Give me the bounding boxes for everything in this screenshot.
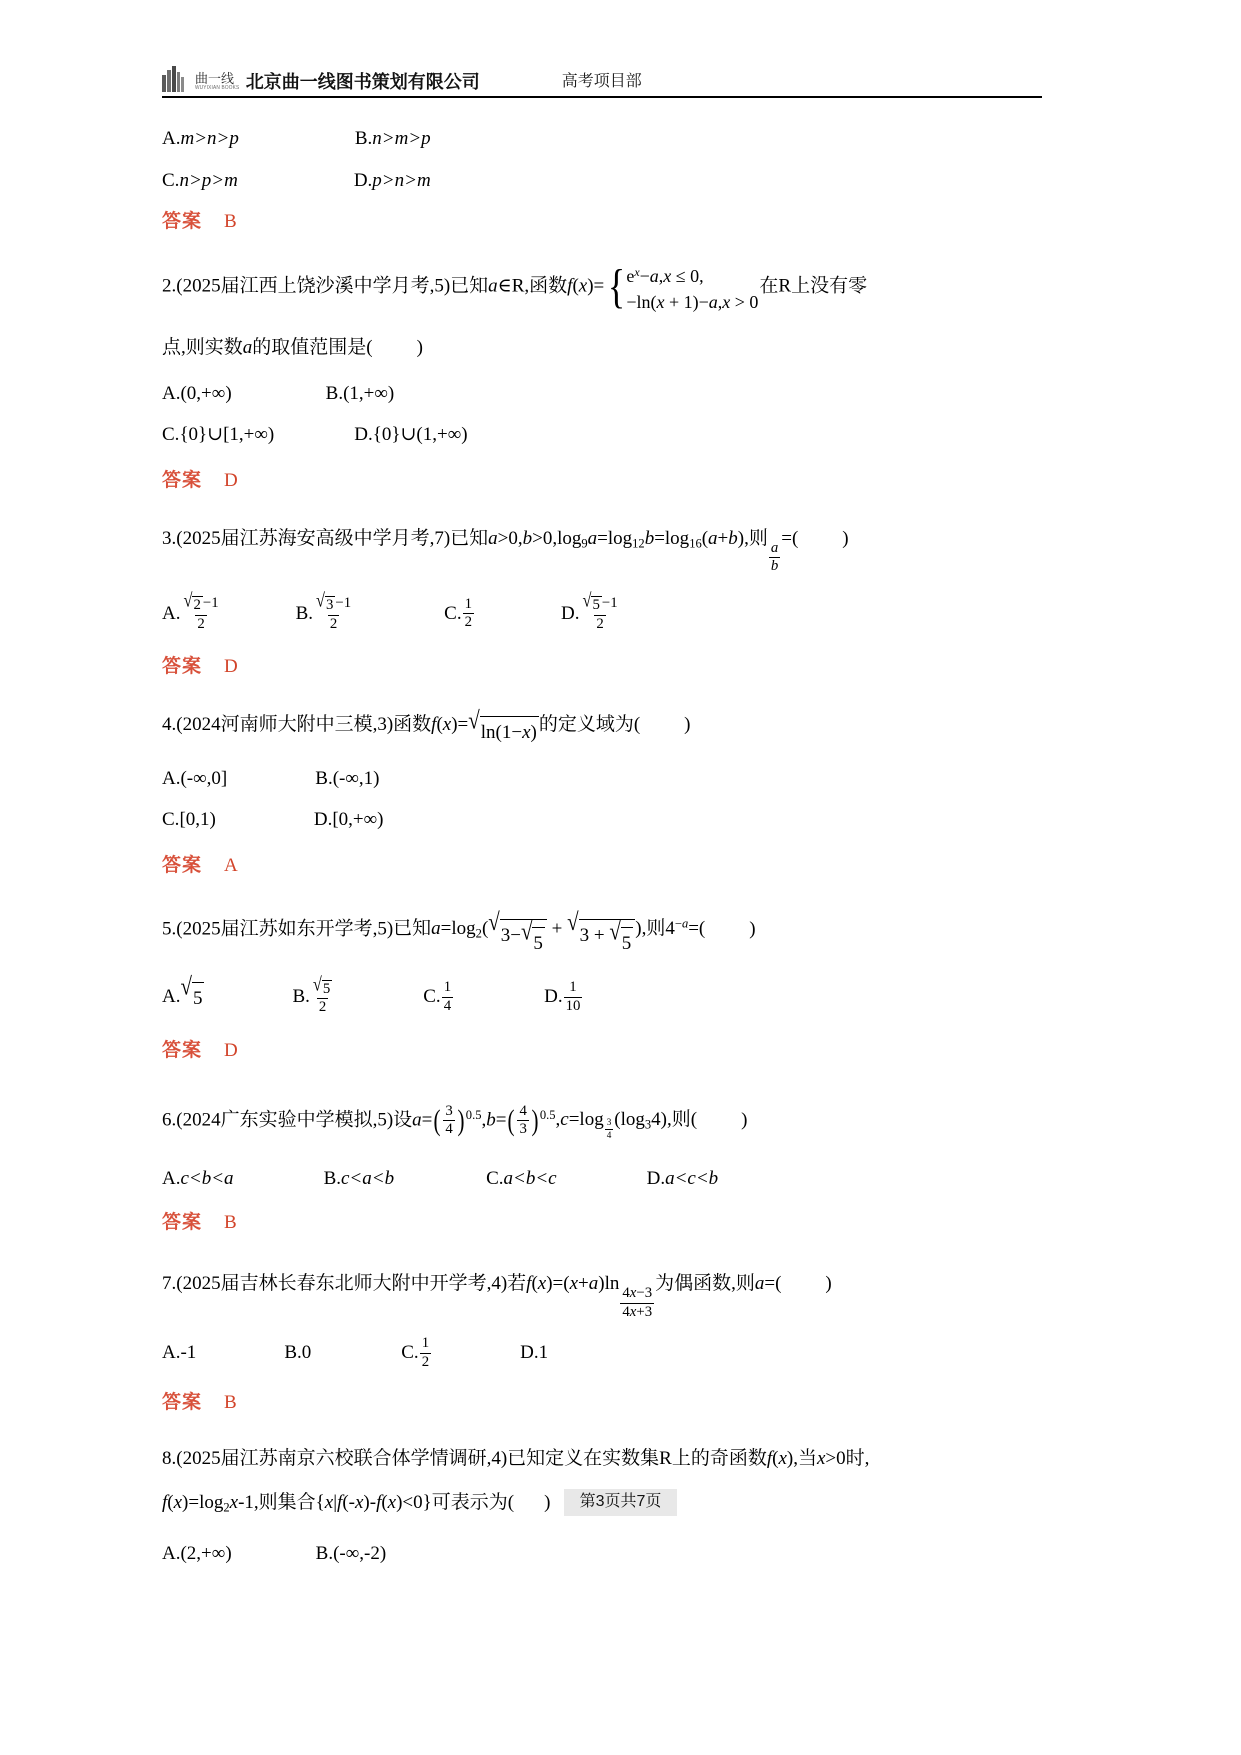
answer-label: 答案 <box>162 854 203 876</box>
page-header <box>162 52 1042 98</box>
option-text: 1 <box>538 1342 549 1364</box>
option-letter: A. <box>162 602 181 624</box>
question-stem <box>162 1094 1062 1150</box>
option-letter: D. <box>561 602 580 624</box>
fraction-denominator: 2 <box>464 614 473 631</box>
option-B[interactable] <box>292 972 335 1016</box>
question-number: 7. <box>162 1273 177 1295</box>
question-source: (2025届江苏海安高级中学月考,7) <box>176 527 451 549</box>
option-B[interactable] <box>316 1539 387 1569</box>
answer-value: D <box>224 469 238 491</box>
page-number: 第3页共7页 <box>564 1489 678 1516</box>
option-row <box>162 805 1062 835</box>
option-text: [0,+∞) <box>332 808 384 830</box>
option-text: a<b<c <box>503 1168 557 1190</box>
stem-text: 已知$a>0,b>0,\log_9a=\log_{12}b=\log_{16}(a+b)$,则 <box>450 527 768 551</box>
option-text: n>m>p <box>372 128 431 149</box>
answer-value: D <box>224 656 238 678</box>
fraction-numerator: 1 <box>421 1335 430 1352</box>
option-letter: C. <box>423 986 441 1008</box>
stem-function: f <box>567 275 573 297</box>
option-text: (1,+∞) <box>343 382 395 404</box>
option-C[interactable] <box>162 805 216 835</box>
option-letter: B. <box>323 1168 341 1190</box>
fraction-denominator: 2 <box>596 615 604 632</box>
option-A[interactable] <box>162 1539 232 1569</box>
option-text: {0}∪[1,+∞) <box>179 423 275 445</box>
stem-text: 函数f(x)= <box>393 714 469 736</box>
exponent: 0.5 <box>465 1108 482 1122</box>
stem-variable: a <box>488 275 498 297</box>
option-D[interactable] <box>647 1164 719 1194</box>
option-letter: B. <box>284 1342 302 1364</box>
option-D[interactable] <box>544 980 583 1014</box>
department-name: 高考项目部 <box>561 73 642 90</box>
stem-text: ) <box>416 336 423 358</box>
fraction-numerator: 1 <box>443 979 452 996</box>
option-row <box>162 1539 1062 1569</box>
option-fraction <box>314 588 353 632</box>
question-block-1-continued <box>162 124 1062 237</box>
stem-text: 设a= <box>393 1109 433 1131</box>
option-row <box>162 420 1062 450</box>
option-letter: C. <box>444 602 462 624</box>
option-letter: D. <box>646 1168 666 1190</box>
fraction-numerator: √ 5 <box>312 972 331 997</box>
page-footer <box>0 1489 1241 1516</box>
option-A[interactable] <box>162 764 227 794</box>
answer-value: B <box>224 211 237 232</box>
option-text: a<c<b <box>665 1168 719 1190</box>
company-name: 北京曲一线图书策划有限公司 <box>245 72 480 92</box>
option-D[interactable] <box>354 166 431 196</box>
stem-text: 已知定义在实数集R上的奇函数f(x),当x>0时, <box>507 1448 870 1470</box>
option-letter: A. <box>162 1168 181 1190</box>
option-letter: D. <box>354 423 373 445</box>
question-source: (2025届江苏如东开学考,5) <box>176 917 394 939</box>
exam-content <box>162 124 1062 1569</box>
question-block-2 <box>162 259 1062 496</box>
option-B[interactable] <box>324 1164 395 1194</box>
fraction-denominator: 10 <box>565 997 581 1014</box>
question-number: 3. <box>162 527 177 549</box>
header-divider <box>162 96 1042 98</box>
fraction-numerator: √ 2 −1 <box>183 588 219 613</box>
stem-text: 的定义域为( <box>538 714 641 736</box>
stem-text: 在R上没有零 <box>759 275 868 297</box>
stem-text: ) <box>749 917 756 939</box>
option-C[interactable] <box>162 166 238 196</box>
option-row <box>162 588 1062 632</box>
stem-text: + <box>546 917 568 939</box>
fraction-numerator: 1 <box>464 595 473 612</box>
option-letter: B. <box>315 767 333 789</box>
option-text: (-∞,1) <box>332 767 380 789</box>
answer-label: 答案 <box>162 469 203 491</box>
answer-row <box>162 851 1062 881</box>
option-A[interactable] <box>162 124 239 154</box>
question-number: 8. <box>162 1448 177 1470</box>
option-letter: B. <box>292 986 310 1008</box>
sqrt-expression: √ ln(1−x) <box>468 715 539 748</box>
option-D[interactable] <box>561 588 621 632</box>
option-text: c<a<b <box>341 1168 395 1190</box>
option-fraction <box>420 1336 431 1370</box>
option-text: m>n>p <box>180 128 239 149</box>
option-C[interactable] <box>486 1164 557 1194</box>
option-row <box>162 166 1062 196</box>
option-letter: A. <box>162 382 181 404</box>
option-text: p>n>m <box>372 170 431 191</box>
sqrt-expression: √ 5 <box>180 981 204 1014</box>
option-letter: D. <box>520 1342 539 1364</box>
option-D[interactable] <box>354 420 467 450</box>
question-block-6 <box>162 1094 1062 1238</box>
exponent: 0.5 <box>539 1108 556 1122</box>
option-fraction <box>442 980 453 1014</box>
question-number: 6. <box>162 1109 177 1131</box>
option-letter: A. <box>162 767 181 789</box>
stem-text: 点,则实数a的取值范围是( <box>162 336 373 358</box>
option-C[interactable] <box>423 980 454 1014</box>
option-row <box>162 1336 1062 1370</box>
answer-label: 答案 <box>162 1212 203 1234</box>
answer-row <box>162 652 1062 682</box>
question-stem-line2 <box>162 333 1062 363</box>
option-D[interactable] <box>520 1338 548 1368</box>
question-stem <box>162 705 1062 748</box>
option-fraction <box>581 588 620 632</box>
answer-row <box>162 207 1062 237</box>
option-B[interactable] <box>326 379 395 409</box>
left-brace-glyph: { <box>608 259 626 313</box>
question-source: (2025届吉林长春东北师大附中开学考,4) <box>176 1273 508 1295</box>
question-block-7 <box>162 1264 1062 1418</box>
question-source: (2024河南师大附中三模,3) <box>176 714 394 736</box>
option-fraction <box>564 980 583 1014</box>
publisher-logo <box>162 66 242 92</box>
answer-label: 答案 <box>162 656 203 678</box>
option-A[interactable] <box>162 588 222 632</box>
option-text: 0 <box>301 1342 312 1364</box>
option-text: -1 <box>180 1342 197 1364</box>
fraction-a-over-b: $\frac{a}{b}$ <box>770 539 779 575</box>
stem-text: 为偶函数,则a=( <box>655 1273 782 1295</box>
stem-text: ,c=log $\frac{3}{4}$ $(\log_34)$,则( <box>555 1109 698 1141</box>
stem-text: 若f(x)=(x+a)ln <box>507 1273 620 1295</box>
option-B[interactable] <box>284 1338 311 1368</box>
option-letter: A. <box>162 128 181 149</box>
stem-text: ) <box>544 1492 551 1514</box>
stem-text: 已知 <box>450 275 489 297</box>
fraction-numerator: √ 5 −1 <box>582 588 618 613</box>
option-letter: A. <box>162 1542 181 1564</box>
question-block-5 <box>162 909 1062 1066</box>
option-text: {0}∪(1,+∞) <box>372 423 468 445</box>
question-block-3 <box>162 524 1062 682</box>
piecewise-row-2: −ln(x + 1)−a,x > 0 <box>626 291 759 312</box>
question-stem <box>162 1444 1062 1474</box>
stem-text: ) <box>825 1273 832 1295</box>
sqrt-expression: √ 3− √ 5 <box>488 918 547 959</box>
question-stem <box>162 909 1062 959</box>
answer-row <box>162 1208 1062 1238</box>
answer-label: 答案 <box>162 211 203 232</box>
stem-text: 已知$a=\log_2$( <box>393 917 489 941</box>
question-stem <box>162 524 1062 575</box>
question-source: (2025届江苏南京六校联合体学情调研,4) <box>176 1448 508 1470</box>
option-row <box>162 124 1062 154</box>
paren-fraction-4-3: ( $\frac{4}{3}$ ) <box>507 1102 539 1138</box>
option-fraction <box>181 588 220 632</box>
stem-text: ) <box>842 527 849 549</box>
answer-label: 答案 <box>162 1392 203 1414</box>
option-text: [0,1) <box>179 808 216 830</box>
question-block-4 <box>162 705 1062 881</box>
option-letter: C. <box>486 1168 504 1190</box>
answer-value: B <box>224 1392 237 1414</box>
answer-row <box>162 466 1062 496</box>
question-source: (2025届江西上饶沙溪中学月考,5) <box>176 275 451 297</box>
paren-fraction-3-4: ( $\frac{3}{4}$ ) <box>433 1102 465 1138</box>
option-A[interactable] <box>162 1164 234 1194</box>
option-letter: A. <box>162 986 181 1008</box>
option-C[interactable] <box>162 420 274 450</box>
option-letter: D. <box>313 808 333 830</box>
option-A[interactable] <box>162 972 204 1014</box>
sqrt-expression: √ 3 + √ 5 <box>567 918 635 959</box>
option-letter: C. <box>162 423 180 445</box>
option-C[interactable] <box>444 597 475 631</box>
fraction-numerator: √ 3 −1 <box>316 588 352 613</box>
piecewise-row-1: $e^x-a,x \le 0$, <box>626 265 704 286</box>
option-text: n>p>m <box>179 170 238 191</box>
option-letter: D. <box>353 170 373 191</box>
logo-wordmark-en: WUYIXIAN BOOKS <box>195 85 240 91</box>
stem-text: ,b= <box>481 1109 507 1131</box>
option-text: (2,+∞) <box>180 1542 232 1564</box>
option-row <box>162 379 1062 409</box>
question-source: (2024广东实验中学模拟,5) <box>176 1109 394 1131</box>
question-number: 5. <box>162 917 177 939</box>
option-letter: C. <box>401 1342 419 1364</box>
option-text: c<b<a <box>180 1168 234 1190</box>
piecewise-function <box>605 259 758 315</box>
building-bars-icon <box>162 66 192 92</box>
stem-text: ),则$4^{-a}=$( <box>635 916 706 939</box>
option-C[interactable] <box>401 1336 432 1370</box>
answer-row <box>162 1388 1062 1418</box>
question-stem <box>162 1264 1062 1320</box>
fraction-numerator: 1 <box>569 979 577 996</box>
question-number: 2. <box>162 275 177 297</box>
option-text: (-∞,-2) <box>333 1542 387 1564</box>
stem-text: ) <box>741 1109 748 1131</box>
stem-text: $f(x)=\log_2x-1$,则集合{x|f(-x)-f(x)<0}可表示为( <box>162 1492 515 1515</box>
option-letter: B. <box>315 1542 334 1564</box>
option-row <box>162 972 1062 1016</box>
stem-text: ∈R,函数 <box>497 275 568 297</box>
option-B[interactable] <box>315 764 379 794</box>
option-letter: B. <box>295 602 314 624</box>
option-row <box>162 764 1062 794</box>
stem-text: (x)= <box>572 275 605 297</box>
option-fraction <box>311 972 334 1016</box>
option-text: (0,+∞) <box>180 382 232 404</box>
option-letter: B. <box>354 128 373 149</box>
fraction-denominator: 2 <box>329 615 338 632</box>
answer-row <box>162 1036 1062 1066</box>
option-D[interactable] <box>314 805 384 835</box>
option-letter: D. <box>544 986 563 1008</box>
answer-value: B <box>224 1212 237 1234</box>
option-letter: C. <box>162 170 180 191</box>
option-B[interactable] <box>295 588 355 632</box>
option-row <box>162 1164 1062 1194</box>
option-letter: B. <box>325 382 344 404</box>
fraction-log-argument: $\frac{4x-3}{4x+3}$ <box>622 1285 653 1320</box>
option-B[interactable] <box>355 124 431 154</box>
answer-value: A <box>224 854 238 876</box>
question-stem <box>162 259 1062 315</box>
fraction-denominator: 4 <box>443 997 452 1014</box>
fraction-denominator: 2 <box>197 615 205 632</box>
stem-text: =( <box>781 527 799 549</box>
option-text: (-∞,0] <box>180 767 228 789</box>
logo-wordmark-cn: 曲一线 <box>195 71 235 86</box>
fraction-denominator: 2 <box>421 1353 430 1370</box>
option-fraction <box>463 597 474 631</box>
option-A[interactable] <box>162 379 232 409</box>
option-letter: A. <box>162 1342 181 1364</box>
option-letter: C. <box>162 808 180 830</box>
answer-value: D <box>224 1040 238 1061</box>
answer-label: 答案 <box>162 1040 203 1061</box>
stem-text: ) <box>684 714 691 736</box>
question-number: 4. <box>162 714 177 736</box>
option-A[interactable] <box>162 1338 196 1368</box>
fraction-denominator: 2 <box>318 999 327 1016</box>
